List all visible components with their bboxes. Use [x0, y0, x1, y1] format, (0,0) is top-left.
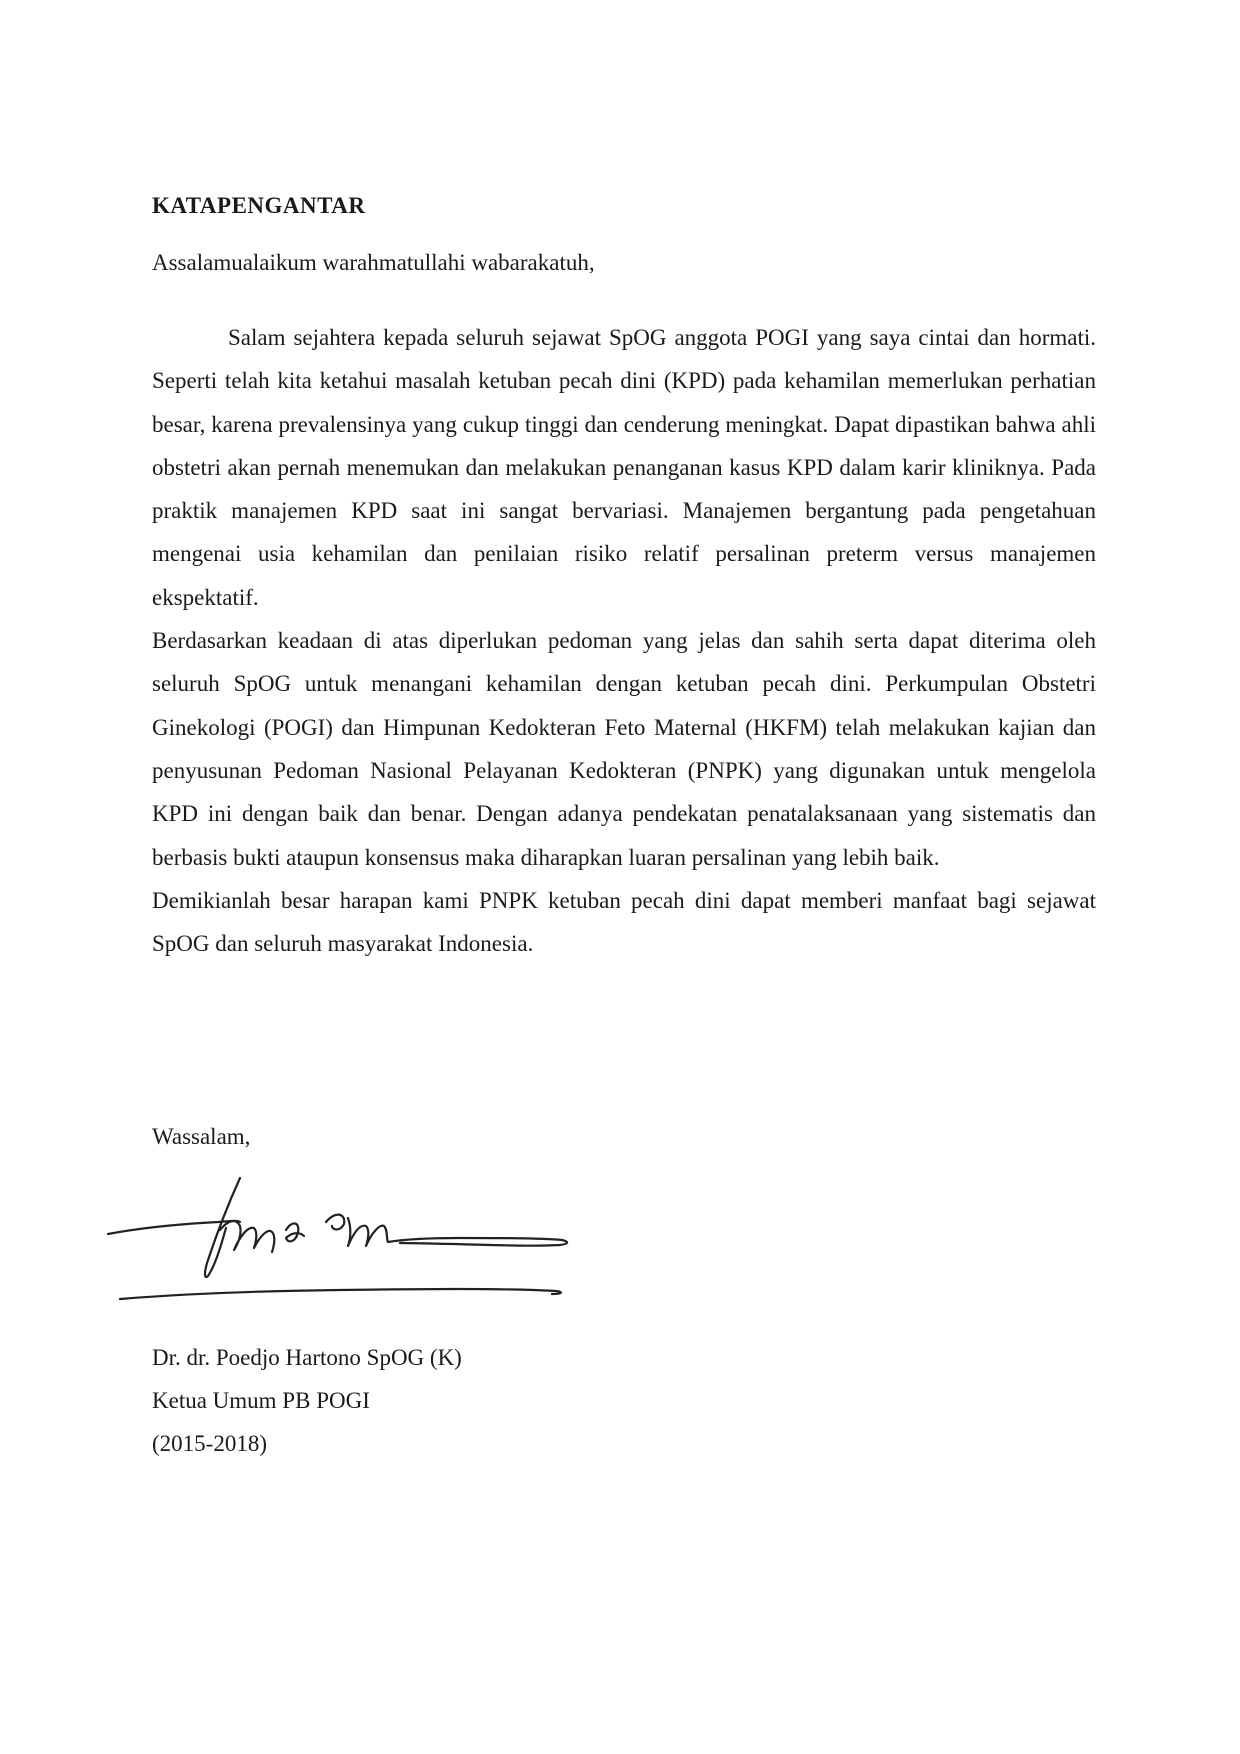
closing: Wassalam, — [152, 1124, 251, 1149]
signatory-position: Ketua Umum PB POGI — [152, 1388, 370, 1413]
signatory-term: (2015-2018) — [152, 1431, 267, 1456]
paragraph: Berdasarkan keadaan di atas diperlukan pedoman yang jelas dan sahih serta dapat diterima oleh seluruh SpOG untuk menangani kehamilan dengan ketuban pecah dini. Perkumpulan Obstetri Ginekologi (POGI) dan Himpunan Kedokteran Feto Maternal (HKFM) telah melakukan kajian dan penyusunan Pedoman Nasional Pelayanan Kedokteran (PNPK) yang digunakan untuk mengelola KPD ini dengan baik dan benar. Dengan adanya pendekatan penatalaksanaan yang sistematis dan berbasis bukti ataupun konsensus maka diharapkan luaran persalinan yang lebih baik. — [152, 628, 1096, 870]
page-heading: KATAPENGANTAR — [152, 193, 366, 218]
paragraph: Salam sejahtera kepada seluruh sejawat SpOG anggota POGI yang saya cintai dan hormati. Seperti telah kita ketahui masalah ketuban pecah dini (KPD) pada kehamilan memerlukan perhatian besar, karena prevalensinya yang cukup tinggi dan cenderung meningkat. Dapat dipastikan bahwa ahli obstetri akan pernah menemukan dan melakukan penanganan kasus KPD dalam karir kliniknya. Pada praktik manajemen KPD saat ini sangat bervariasi. Manajemen bergantung pada pengetahuan mengenai usia kehamilan dan penilaian risiko relatif persalinan preterm versus manajemen ekspektatif. — [152, 325, 1096, 610]
signatory-block — [152, 1336, 462, 1465]
handwritten-signature — [100, 1170, 580, 1320]
paragraph: Demikianlah besar harapan kami PNPK ketuban pecah dini dapat memberi manfaat bagi sejawat SpOG dan seluruh masyarakat Indonesia. — [152, 887, 1096, 957]
body-text — [152, 316, 1096, 965]
greeting: Assalamualaikum warahmatullahi wabarakatuh, — [152, 250, 595, 275]
signatory-name: Dr. dr. Poedjo Hartono SpOG (K) — [152, 1345, 462, 1370]
